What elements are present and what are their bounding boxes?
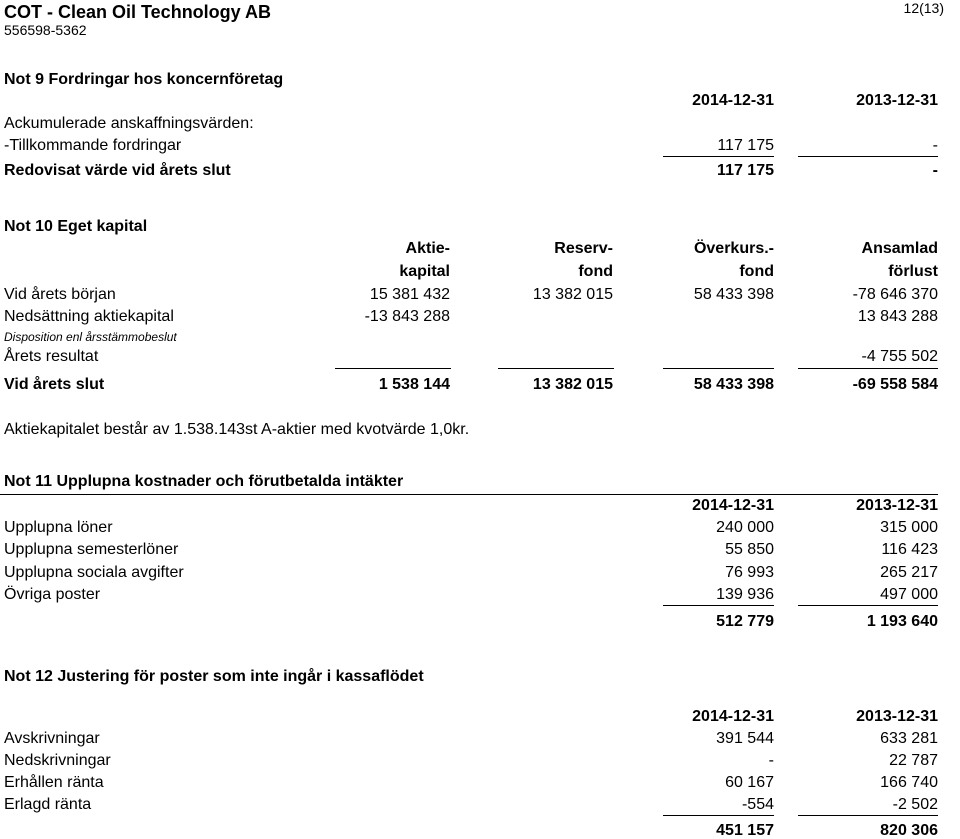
note10-cell: 13 843 288	[857, 308, 938, 325]
note10-total-cell: 1 538 144	[378, 376, 450, 393]
note12-col2-header: 2013-12-31	[856, 708, 938, 725]
note12-row-label: Erhållen ränta	[4, 774, 104, 791]
note10-total-label: Vid årets slut	[4, 376, 105, 393]
note12-row-value: 22 787	[889, 752, 938, 769]
note12-row-value: -	[768, 752, 774, 769]
note11-title: Not 11 Upplupna kostnader och förutbetalda intäkter	[4, 473, 404, 490]
note10-col-header: förlust	[888, 263, 938, 280]
note10-col-header: kapital	[399, 263, 450, 280]
divider	[798, 815, 938, 816]
note10-cell: 15 381 432	[369, 286, 450, 303]
note11-col1-header: 2014-12-31	[692, 497, 774, 514]
note10-total-cell: 13 382 015	[532, 376, 613, 393]
note10-row-label: Nedsättning aktiekapital	[4, 308, 174, 325]
divider	[498, 368, 614, 369]
note11-total-value: 1 193 640	[866, 613, 938, 630]
note12-row-value: 166 740	[880, 774, 938, 791]
note12-row-value: 60 167	[725, 774, 774, 791]
note10-title: Not 10 Eget kapital	[4, 218, 148, 235]
note9-row-value: -	[932, 137, 938, 154]
note9-row-label: -Tillkommande fordringar	[4, 137, 182, 154]
divider	[663, 605, 774, 606]
divider	[798, 156, 938, 157]
note11-row-label: Upplupna sociala avgifter	[4, 564, 184, 581]
divider	[335, 368, 451, 369]
note10-footnote: Aktiekapitalet består av 1.538.143st A-aktier med kvotvärde 1,0kr.	[4, 421, 470, 438]
note10-col-header: Reserv-	[554, 240, 613, 257]
divider	[0, 494, 938, 495]
note10-total-cell: -69 558 584	[852, 376, 938, 393]
note9-total-label: Redovisat värde vid årets slut	[4, 162, 231, 179]
note12-col1-header: 2014-12-31	[692, 708, 774, 725]
note10-col-header: Aktie-	[405, 240, 450, 257]
note11-row-value: 76 993	[725, 564, 774, 581]
note10-cell: 13 382 015	[532, 286, 613, 303]
note9-row-label: Ackumulerade anskaffningsvärden:	[4, 115, 254, 132]
note9-row-value: 117 175	[717, 137, 774, 154]
note12-row-value: 633 281	[880, 730, 938, 747]
note10-col-header: Ansamlad	[861, 240, 938, 257]
note10-total-cell: 58 433 398	[693, 376, 774, 393]
note12-title: Not 12 Justering för poster som inte ingår i kassaflödet	[4, 668, 424, 685]
divider	[663, 815, 774, 816]
note12-row-value: 391 544	[716, 730, 774, 747]
note9-col2-header: 2013-12-31	[856, 92, 938, 109]
divider	[663, 156, 774, 157]
note11-total-value: 512 779	[716, 613, 774, 630]
note11-row-value: 315 000	[880, 519, 938, 536]
note10-cell: 58 433 398	[693, 286, 774, 303]
note11-row-label: Upplupna semesterlöner	[4, 541, 179, 558]
note10-col-header: fond	[578, 263, 613, 280]
note11-row-value: 265 217	[880, 564, 938, 581]
note11-row-value: 240 000	[716, 519, 774, 536]
note10-col-header: fond	[739, 263, 774, 280]
company-name: COT - Clean Oil Technology AB	[4, 2, 272, 22]
divider	[663, 368, 774, 369]
note12-total-value: 451 157	[716, 822, 774, 839]
org-number: 556598-5362	[4, 22, 87, 38]
note9-total-value: 117 175	[717, 162, 774, 179]
note12-total-value: 820 306	[880, 822, 938, 839]
note11-row-value: 55 850	[725, 541, 774, 558]
divider	[798, 605, 938, 606]
note9-title: Not 9 Fordringar hos koncernföretag	[4, 71, 284, 88]
note10-row-label: Årets resultat	[4, 348, 99, 365]
note11-col2-header: 2013-12-31	[856, 497, 938, 514]
note10-cell: -78 646 370	[852, 286, 938, 303]
note9-total-value: -	[932, 162, 938, 179]
note11-row-value: 116 423	[881, 541, 938, 558]
note10-subheading: Disposition enl årsstämmobeslut	[4, 330, 177, 344]
note11-row-label: Upplupna löner	[4, 519, 113, 536]
divider	[798, 368, 938, 369]
note9-col1-header: 2014-12-31	[692, 92, 774, 109]
note12-row-value: -554	[741, 796, 774, 813]
note11-row-label: Övriga poster	[4, 586, 101, 603]
note12-row-label: Erlagd ränta	[4, 796, 92, 813]
note12-row-value: -2 502	[892, 796, 938, 813]
note10-cell: -4 755 502	[861, 348, 938, 365]
note10-cell: -13 843 288	[364, 308, 450, 325]
note10-col-header: Överkurs.-	[693, 240, 774, 257]
page-number: 12(13)	[903, 0, 944, 16]
note12-row-label: Nedskrivningar	[4, 752, 111, 769]
note11-row-value: 497 000	[880, 586, 938, 603]
note10-row-label: Vid årets början	[4, 286, 116, 303]
note11-row-value: 139 936	[716, 586, 774, 603]
note12-row-label: Avskrivningar	[4, 730, 100, 747]
